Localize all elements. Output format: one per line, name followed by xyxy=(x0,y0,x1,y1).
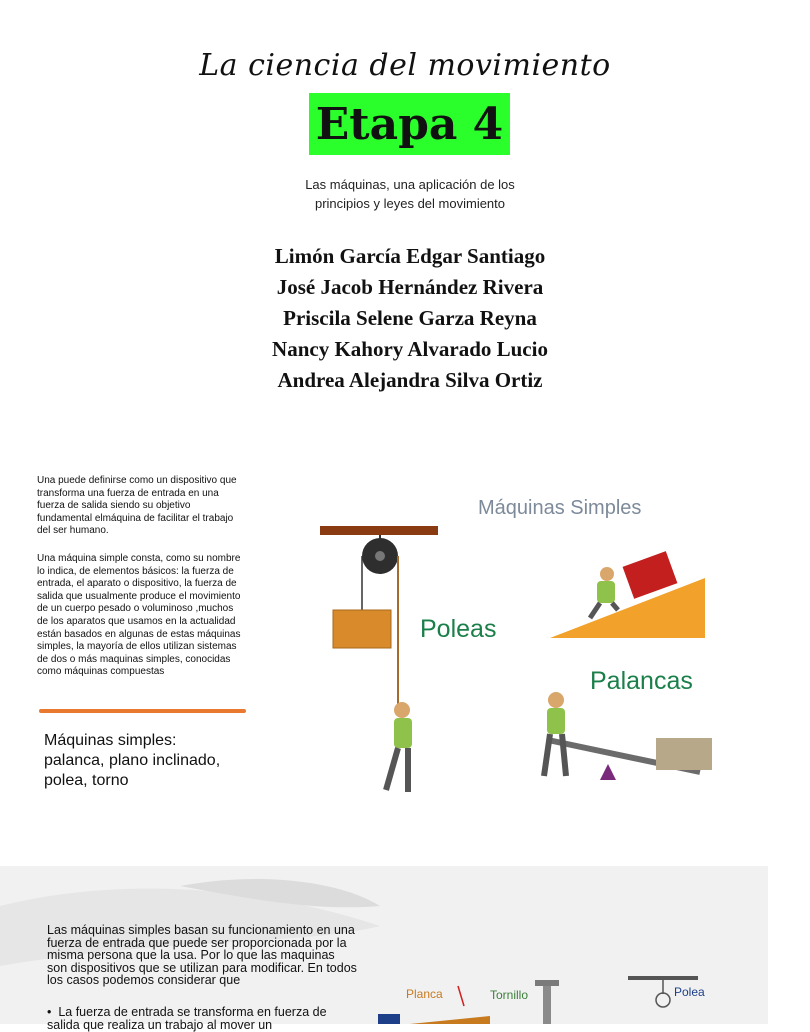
page-2 xyxy=(0,866,768,1032)
list-line: polea, torno xyxy=(44,772,129,789)
subtitle-line: principios y leyes del movimiento xyxy=(314,196,506,211)
page2-illustration xyxy=(370,966,730,1024)
pulley-support-icon xyxy=(628,976,698,980)
simple-machine-paragraph: Una máquina simple consta, como su nombre lo indica, de elementos básicos: la fuerza de entrada, el aparato o dispositivo, la fuerza de salida que usualmente produce el movimiento de un cuerpo pesado o voluminoso ,muchos de los aparatos que usamos en la actualidad están basados en algunas de estas máquinas simples, la mayoría de ellos utilizan sistemas de dos o más maquinas simples, conocidas como máquinas compuestas xyxy=(37,553,241,678)
bullet-text: La fuerza de entrada se transforma en fuerza de salida que realiza un trabajo al mover un xyxy=(47,1005,327,1032)
lever-load-stone xyxy=(656,738,712,770)
levers-label: Palancas xyxy=(590,667,693,695)
screw-shaft-icon xyxy=(543,986,551,1024)
lever-fulcrum-icon xyxy=(600,764,616,780)
pulleys-label: Poleas xyxy=(420,615,497,643)
author-name: José Jacob Hernández Rivera xyxy=(276,275,544,299)
screw-head-icon xyxy=(535,980,559,986)
stage-badge xyxy=(309,93,510,155)
pulley-load-box xyxy=(333,610,391,648)
plane-wedge-icon xyxy=(410,1016,490,1024)
inclined-plane-icon xyxy=(550,578,705,638)
screw-label: Tornillo xyxy=(490,988,529,1002)
authors-list xyxy=(180,241,640,396)
document-title: La ciencia del movimiento xyxy=(199,48,611,83)
illustration-heading: Máquinas Simples xyxy=(478,497,642,519)
author-name: Nancy Kahory Alvarado Lucio xyxy=(272,337,548,361)
pulley-beam xyxy=(320,526,438,535)
simple-machines-illustration xyxy=(300,480,745,810)
pulley-label: Polea xyxy=(674,985,705,999)
pulley-icon xyxy=(656,993,670,1007)
list-line: palanca, plano inclinado, xyxy=(44,752,221,769)
subtitle xyxy=(280,175,540,213)
author-name: Limón García Edgar Santiago xyxy=(274,244,546,268)
author-name: Priscila Selene Garza Reyna xyxy=(283,306,537,330)
list-line: Máquinas simples: xyxy=(44,732,177,749)
simple-machines-list xyxy=(44,731,274,791)
plane-label: Planca xyxy=(406,987,443,1001)
page2-bullet: • La fuerza de entrada se transforma en fuerza de salida que realiza un trabajo al mover un xyxy=(47,1005,327,1032)
divider-rule xyxy=(39,709,246,713)
author-name: Andrea Alejandra Silva Ortiz xyxy=(277,368,543,392)
stage-label: Etapa 4 xyxy=(315,98,504,150)
definition-paragraph: Una puede definirse como un dispositivo que transforma una fuerza de entrada en una fuerza de salida siendo su objetivo fundamental elmáquina de facilitar el trabajo del ser humano. xyxy=(37,475,237,537)
page2-paragraph: Las máquinas simples basan su funcionamiento en una fuerza de entrada que puede ser proporcionada por la misma persona que la usa. Por lo que las maquinas son dispositivos que se utilizan para modificar. En todos los casos podemos considerar que xyxy=(47,923,357,987)
subtitle-line: Las máquinas, una aplicación de los xyxy=(305,177,515,192)
plane-load-box xyxy=(623,551,678,599)
arrow-icon xyxy=(458,986,464,1006)
